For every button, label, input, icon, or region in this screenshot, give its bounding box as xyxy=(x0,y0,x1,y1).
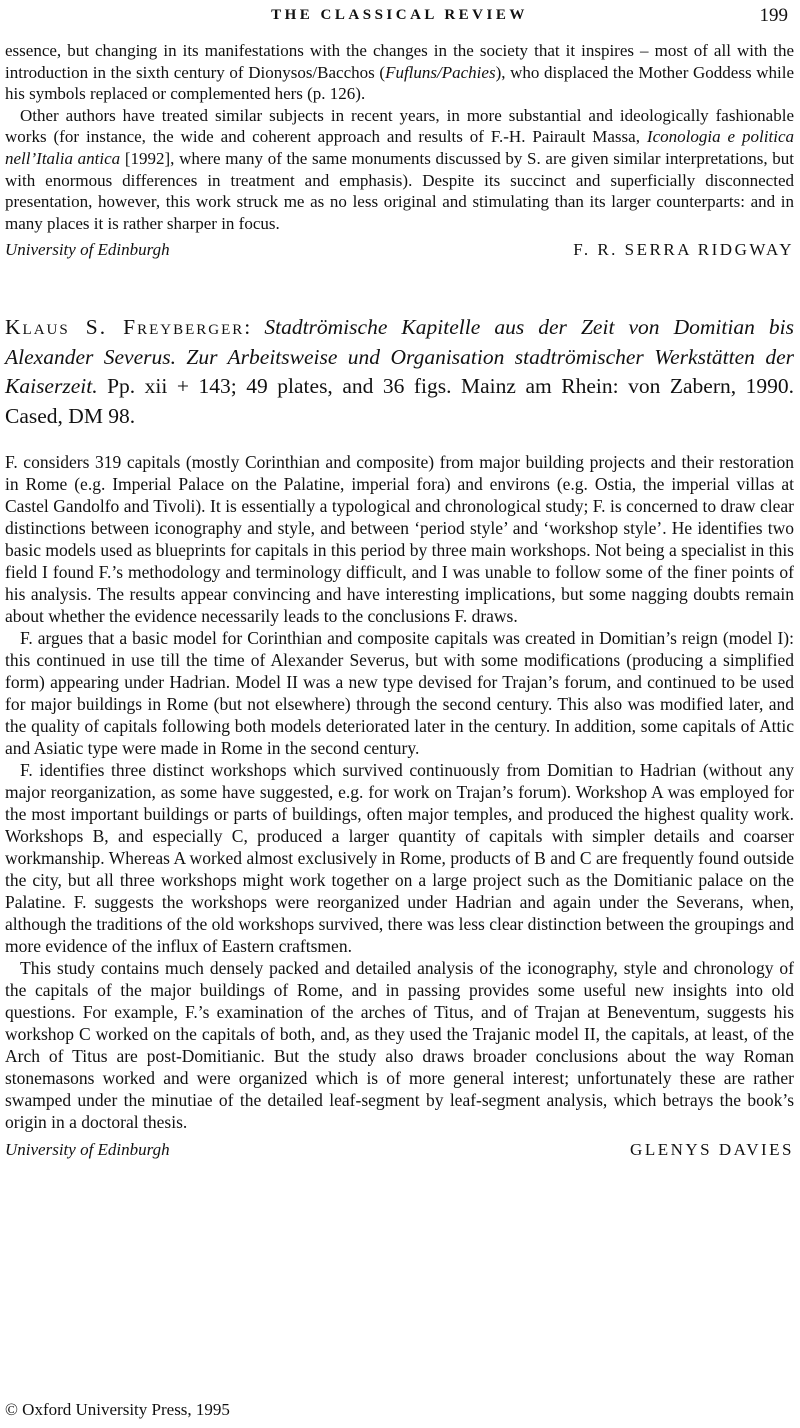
review-heading: Klaus S. Freyberger: Stadtrömische Kapitelle aus der Zeit von Domitian bis Alexander Severus. Zur Arbeitsweise und Organisation stadtrömischer Werkstätten der Kaiserzeit. Pp. xii + 143; 49 plates, and 36 figs. Mainz am Rhein: von Zabern, 1990. Cased, DM 98. xyxy=(5,315,794,428)
paragraph: essence, but changing in its manifestations with the changes in the society that it inspires – most of all with the introduction in the sixth century of Dionysos/Bacchos (Fufluns/Pachies), who displaced the Mother Goddess while his symbols replaced or complemented hers (p. 126). xyxy=(5,41,795,104)
reviewer-name: F. R. SERRA RIDGWAY xyxy=(573,240,794,260)
previous-review-attribution xyxy=(5,240,794,260)
paragraph: F. considers 319 capitals (mostly Corinthian and composite) from major building projects and their restoration in Rome (e.g. Imperial Palace on the Palatine, imperial fora) and environs (e.g. Ostia, the imperial villas at Castel Gandolfo and Tivoli). It is essentially a typological and chronological study; F. is concerned to draw clear distinctions between iconography and style, and between ‘period style’ and ‘workshop style’. He identifies two basic models used as blueprints for capitals in this period by three main workshops. Not being a specialist in this field I found F.’s methodology and terminology difficult, and I was unable to follow some of the finer points of his analysis. The results appear convincing and have interesting implications, but some nagging doubts remain about whether the evidence necessarily leads to the conclusions F. draws. xyxy=(5,452,794,627)
page-number: 199 xyxy=(759,5,788,26)
reviewer-affiliation: University of Edinburgh xyxy=(5,240,170,260)
running-head xyxy=(5,5,794,29)
reviewer-name: GLENYS DAVIES xyxy=(630,1140,794,1160)
paragraph: Other authors have treated similar subjects in recent years, in more substantial and ideologically fashionable works (for instance, the wide and coherent approach and results of F.-H. Pairault Massa, Iconologia e politica nell’Italia antica [1992], where many of the same monuments discussed by S. are given similar interpretations, but with enormous differences in treatment and emphasis). Despite its succinct and superficially disconnected presentation, however, this work struck me as no less original and stimulating than its larger counterparts: and in many places it is rather sharper in focus. xyxy=(5,105,794,233)
review-text xyxy=(5,451,794,1133)
paragraph: This study contains much densely packed and detailed analysis of the iconography, style and chronology of the capitals of the major buildings of Rome, and in passing provides some useful new insights into old questions. For example, F.’s examination of the arches of Titus, and of Trajan at Beneventum, suggests his workshop C worked on the capitals of both, and, as they used the Trajanic model II, the capitals, at least, of the Arch of Titus are post-Domitianic. But the study also draws broader conclusions about the way Roman stonemasons worked and were organized which is of more general interest; unfortunately these are rather swamped under the minutiae of the detailed leaf-segment by leaf-segment analysis, which betrays the book’s origin in a doctoral thesis. xyxy=(5,958,794,1133)
reviewer-affiliation: University of Edinburgh xyxy=(5,1140,170,1160)
journal-title: THE CLASSICAL REVIEW xyxy=(271,7,528,23)
previous-review-text xyxy=(5,40,794,234)
paragraph: F. identifies three distinct workshops which survived continuously from Domitian to Hadrian (without any major reorganization, as some have suggested, e.g. for work on Trajan’s forum). Workshop A was employed for the most important buildings or parts of buildings, often major temples, and produced the highest quality work. Workshops B, and especially C, produced a larger quantity of capitals with simpler details and coarser workmanship. Whereas A worked almost exclusively in Rome, products of B and C are frequently found outside the city, but all three workshops might work together on a large project such as the Domitianic palace on the Palatine. F. suggests the workshops were reorganized under Hadrian and again under the Severans, when, although the traditions of the old workshops survived, there was less clear distinction between the groupings and more evidence of the influx of Eastern craftsmen. xyxy=(5,760,794,957)
review-attribution xyxy=(5,1140,794,1160)
paragraph: F. argues that a basic model for Corinthian and composite capitals was created in Domitian’s reign (model I): this continued in use till the time of Alexander Severus, but with some modifications (producing a simplified form) appearing under Hadrian. Model II was a new type devised for Trajan’s forum, and continued to be used for major buildings in Rome (but not elsewhere) through the second century. This also was modified later, and the quality of capitals following both models deteriorated later in the century. In addition, some capitals of Attic and Asiatic type were made in Rome in the second century. xyxy=(5,628,794,759)
copyright-notice: © Oxford University Press, 1995 xyxy=(5,1400,230,1419)
